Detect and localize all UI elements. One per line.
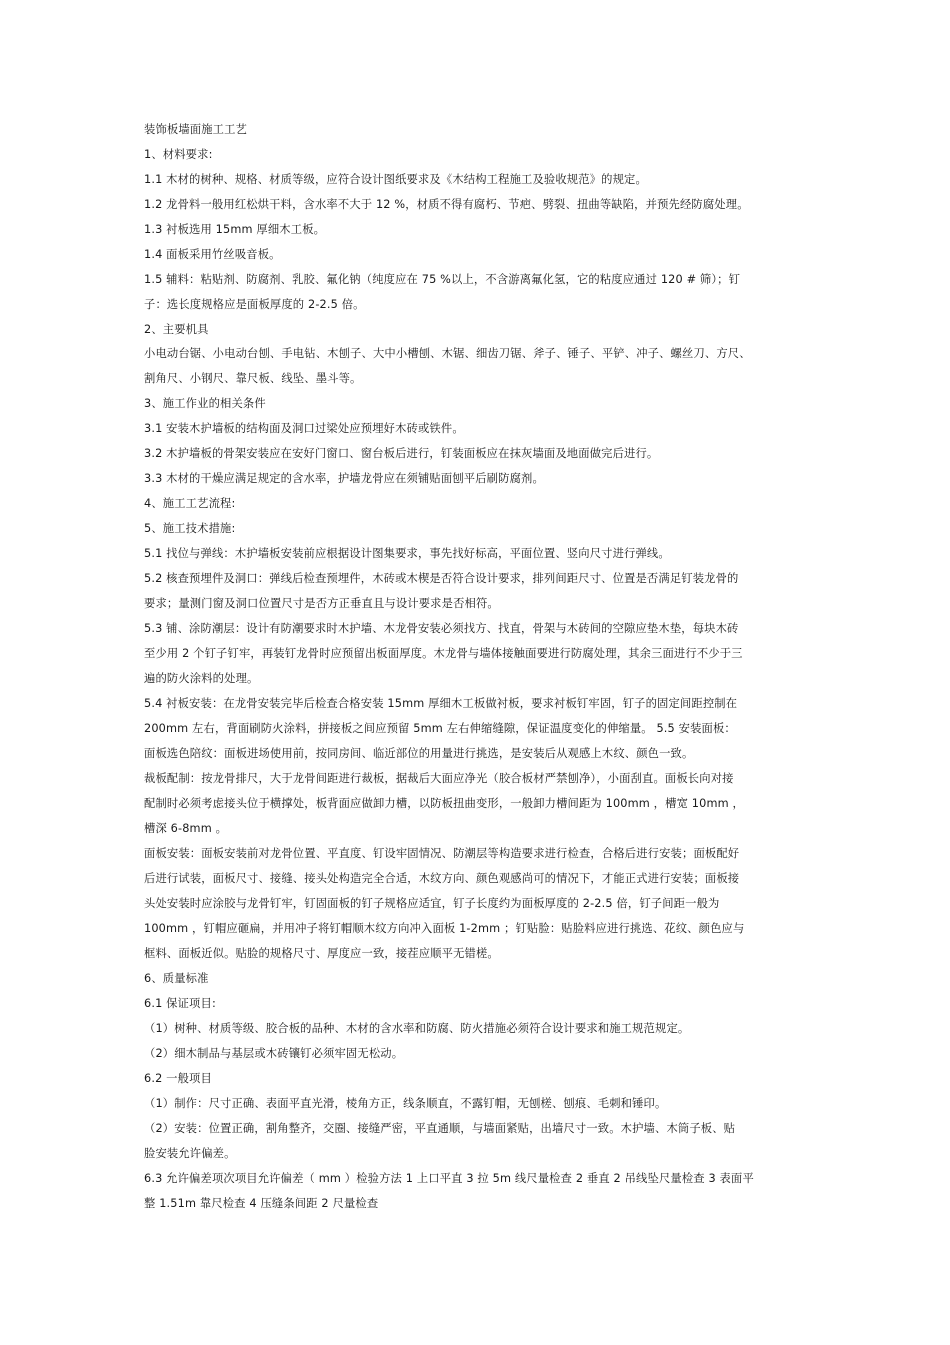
text-line: （2）安装：位置正确，割角整齐，交圈、接缝严密，平直通顺，与墙面紧贴，出墙尺寸一致。木护墙、木筒子板、贴 (144, 1122, 736, 1135)
text-line: 脸安装允许偏差。 (144, 1147, 236, 1160)
text-line: 至少用 2 个钉子钉牢，再装钉龙骨时应预留出板面厚度。木龙骨与墙体接触面要进行防腐处理，其余三面进行不少于三 (144, 647, 743, 660)
text-line: 3.2 木护墙板的骨架安装应在安好门窗口、窗台板后进行，钉装面板应在抹灰墙面及地面做完后进行。 (144, 447, 659, 460)
text-line: 后进行试装，面板尺寸、接缝、接头处构造完全合适，木纹方向、颜色观感尚可的情况下，才能正式进行安装；面板接 (144, 872, 740, 885)
text-line: 面板选色陪纹：面板进场使用前，按同房间、临近部位的用量进行挑选，是安装后从观感上木纹、颜色一致。 (144, 747, 694, 760)
text-line: 5.3 铺、涂防潮层：设计有防潮要求时木护墙、木龙骨安装必须找方、找直，骨架与木砖间的空隙应垫木垫，每块木砖 (144, 622, 739, 635)
text-line: 1.2 龙骨料一般用红松烘干料，含水率不大于 12 %，材质不得有腐朽、节疤、劈裂、扭曲等缺陷，并预先经防腐处理。 (144, 198, 749, 211)
text-line: 5.1 找位与弹线：木护墙板安装前应根据设计图集要求，事先找好标高，平面位置、竖向尺寸进行弹线。 (144, 547, 670, 560)
text-line: 裁板配制：按龙骨排尺，大于龙骨间距进行裁板，据裁后大面应净光（胶合板材严禁刨净），小面刮直。面板长向对接 (144, 772, 734, 785)
text-line: 1.3 衬板选用 15mm 厚细木工板。 (144, 223, 326, 236)
text-line: 3、施工作业的相关条件 (144, 397, 266, 410)
text-line: 遍的防火涂料的处理。 (144, 672, 259, 685)
text-line: （1）制作：尺寸正确、表面平直光滑，棱角方正，线条顺直，不露钉帽，无刨槎、刨痕、毛刺和锤印。 (144, 1097, 667, 1110)
text-line: 框料、面板近似。贴脸的规格尺寸、厚度应一致，接茬应顺平无错槎。 (144, 947, 499, 960)
text-line: 4、施工工艺流程: (144, 497, 236, 510)
text-line: 1.1 木材的树种、规格、材质等级，应符合设计图纸要求及《木结构工程施工及验收规范》的规定。 (144, 173, 647, 186)
text-line: 子：选长度规格应是面板厚度的 2-2.5 倍。 (144, 298, 365, 311)
text-line: （2）细木制品与基层或木砖镶钉必须牢固无松动。 (144, 1047, 404, 1060)
text-line: 2、主要机具 (144, 323, 209, 336)
text-line: 1.5 辅料：粘贴剂、防腐剂、乳胶、氟化钠（纯度应在 75 %以上，不含游离氟化氢，它的粘度应通过 120 # 筛）；钉 (144, 273, 741, 286)
text-line: 1、材料要求: (144, 148, 213, 161)
text-line: 5.4 衬板安装：在龙骨安装完毕后检查合格安装 15mm 厚细木工板做衬板，要求衬板钉牢固，钉子的固定间距控制在 (144, 697, 738, 710)
text-line: 3.3 木材的干燥应满足规定的含水率，护墙龙骨应在须铺贴面刨平后刷防腐剂。 (144, 472, 544, 485)
text-line: 5、施工技术措施: (144, 522, 236, 535)
text-line: 6.2 一般项目 (144, 1072, 212, 1085)
text-line: 5.2 核查预埋件及洞口：弹线后检查预埋件，木砖或木楔是否符合设计要求，排列间距尺寸、位置是否满足钉装龙骨的 (144, 572, 739, 585)
text-line: 6.3 允许偏差项次项目允许偏差（ mm ）检验方法 1 上口平直 3 拉 5m 线尺量检查 2 垂直 2 吊线坠尺量检查 3 表面平 (144, 1172, 754, 1185)
text-line: 要求；量测门窗及洞口位置尺寸是否方正垂直且与设计要求是否相符。 (144, 597, 499, 610)
text-line: 整 1.51m 靠尺检查 4 压缝条间距 2 尺量检查 (144, 1197, 379, 1210)
text-line: （1）树种、材质等级、胶合板的品种、木材的含水率和防腐、防火措施必须符合设计要求和施工规范规定。 (144, 1022, 690, 1035)
document-title: 装饰板墙面施工工艺 (144, 123, 248, 136)
text-line: 6.1 保证项目: (144, 997, 216, 1010)
text-line: 槽深 6-8mm 。 (144, 822, 228, 835)
text-line: 1.4 面板采用竹丝吸音板。 (144, 248, 281, 261)
text-line: 配制时必须考虑接头位于横撑处，板背面应做卸力槽，以防板扭曲变形，一般卸力槽间距为 100mm ，槽宽 10mm ， (144, 797, 744, 810)
text-line: 面板安装：面板安装前对龙骨位置、平直度、钉设牢固情况、防潮层等构造要求进行检查，合格后进行安装；面板配好 (144, 847, 740, 860)
text-line: 头处安装时应涂胶与龙骨钉牢，钉固面板的钉子规格应适宜，钉子长度约为面板厚度的 2-2.5 倍，钉子间距一般为 (144, 897, 720, 910)
text-line: 割角尺、小钢尺、靠尺板、线坠、墨斗等。 (144, 372, 362, 385)
text-line: 100mm ，钉帽应砸扁，并用冲子将钉帽顺木纹方向冲入面板 1-2mm ；钉贴脸：贴脸料应进行挑选、花纹、颜色应与 (144, 922, 745, 935)
text-line: 200mm 左右，背面刷防火涂料，拼接板之间应预留 5mm 左右伸缩缝隙，保证温度变化的伸缩量。 5.5 安装面板： (144, 722, 736, 735)
text-line: 3.1 安装木护墙板的结构面及洞口过梁处应预埋好木砖或铁件。 (144, 422, 464, 435)
text-line: 小电动台锯、小电动台刨、手电钻、木刨子、大中小槽刨、木锯、细齿刀锯、斧子、锤子、平铲、冲子、螺丝刀、方尺、 (144, 347, 751, 360)
text-line: 6、质量标准 (144, 972, 209, 985)
